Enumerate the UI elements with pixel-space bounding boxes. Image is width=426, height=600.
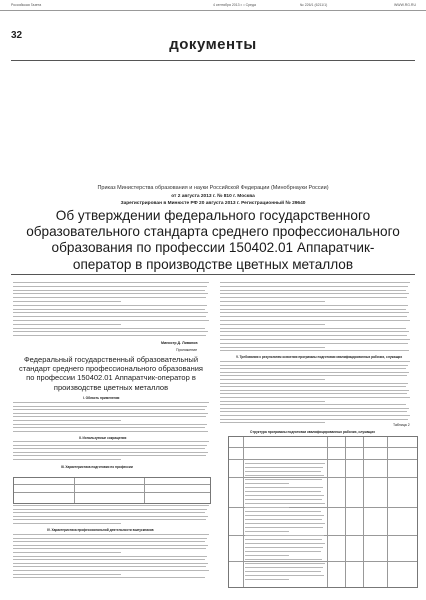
text-line	[220, 372, 409, 373]
text-line	[13, 441, 209, 442]
text-line	[13, 545, 208, 546]
text-line	[220, 361, 410, 362]
text-line	[13, 431, 208, 432]
text-line	[245, 491, 321, 492]
text-line	[220, 379, 325, 380]
order-date: от 2 августа 2013 г. № 810 г. Москва	[171, 194, 255, 199]
masthead-strip	[0, 0, 426, 11]
text-line	[13, 519, 206, 520]
text-line	[245, 487, 323, 488]
text-line	[245, 575, 324, 576]
text-line	[245, 503, 325, 504]
text-line	[13, 282, 209, 283]
text-line	[13, 309, 205, 310]
text-line	[220, 297, 407, 298]
text-line	[220, 383, 408, 384]
text-line	[220, 316, 407, 317]
text-line	[245, 543, 325, 544]
text-line	[220, 368, 406, 369]
text-line	[13, 328, 205, 329]
text-line	[13, 312, 208, 313]
text-line	[13, 459, 121, 460]
text-line	[13, 301, 121, 302]
text-line	[220, 401, 325, 402]
order-header: Приказ Министерства образования и науки Российской Федерации (Минобрнауки России)	[97, 185, 329, 191]
text-line	[245, 467, 323, 468]
text-line	[245, 535, 324, 536]
text-line	[13, 556, 207, 557]
text-line	[245, 479, 322, 480]
text-line	[245, 551, 321, 552]
text-line	[245, 499, 322, 500]
header-divider	[11, 60, 415, 61]
text-line	[220, 324, 325, 325]
text-line	[245, 527, 323, 528]
text-line	[220, 309, 406, 310]
text-line	[13, 413, 208, 414]
text-line	[13, 452, 208, 453]
title-divider	[11, 274, 415, 275]
structure-table	[228, 436, 418, 588]
text-line	[245, 579, 289, 580]
text-line	[220, 343, 408, 344]
text-line	[13, 420, 121, 421]
text-line	[245, 547, 323, 548]
left-column	[11, 279, 211, 585]
text-line	[220, 328, 406, 329]
text-line	[13, 577, 205, 578]
text-line	[220, 339, 410, 340]
text-line	[13, 541, 205, 542]
minister-signature: Министр Д. Ливанов	[161, 341, 198, 345]
text-line	[13, 534, 209, 535]
text-line	[13, 448, 205, 449]
text-line	[245, 559, 322, 560]
text-line	[220, 393, 407, 394]
text-line	[220, 422, 325, 423]
structure-table-title: Структура программы подготовки квалифицированных рабочих, служащих	[250, 430, 376, 434]
text-line	[245, 523, 325, 524]
text-line	[13, 509, 207, 510]
text-line	[220, 415, 410, 416]
text-line	[13, 552, 121, 553]
text-line	[245, 571, 321, 572]
text-line	[13, 455, 206, 456]
text-line	[245, 519, 322, 520]
text-line	[245, 463, 325, 464]
text-line	[245, 483, 289, 484]
text-line	[220, 331, 409, 332]
right-column	[216, 279, 416, 429]
text-line	[220, 301, 325, 302]
text-line	[220, 411, 407, 412]
text-line	[245, 515, 324, 516]
issue-date: 4 сентября 2013 г. • Среда	[213, 3, 256, 7]
text-line	[245, 563, 325, 564]
text-line	[13, 505, 209, 506]
text-line	[13, 427, 205, 428]
section-2-heading: II. Используемые сокращения	[79, 436, 127, 440]
text-line	[220, 320, 410, 321]
table-1	[13, 477, 211, 504]
text-line	[245, 567, 323, 568]
site-name: WWW.RG.RU	[394, 3, 416, 7]
order-registration: Зарегистрирован в Минюсте РФ 20 августа 2013 г. Регистрационный № 29640	[120, 201, 306, 206]
text-line	[220, 386, 406, 387]
text-line	[13, 335, 206, 336]
text-line	[13, 409, 205, 410]
standard-title: Федеральный государственный образовательный стандарт среднего профессионального образования по профессии 150402.01 Аппаратчик-оператор в производстве цветных металлов	[19, 355, 203, 392]
order-title: Об утверждении федерального государственного образовательного стандарта среднего профессионального образования по профессии 150402.01 Аппаратчик-оператор в производстве цветных металлов	[26, 208, 400, 272]
text-line	[13, 566, 206, 567]
text-line	[245, 531, 289, 532]
text-line	[13, 406, 207, 407]
text-line	[13, 402, 209, 403]
issue-number: № 226/1 (6211/1)	[300, 3, 328, 7]
text-line	[220, 397, 410, 398]
text-line	[220, 365, 408, 366]
text-line	[220, 419, 408, 420]
text-line	[245, 539, 322, 540]
section-5-heading: V. Требования к результатам освоения программы подготовки квалифицированных рабочих, служащих	[236, 355, 403, 359]
text-line	[13, 424, 207, 425]
text-line	[13, 445, 207, 446]
text-line	[13, 293, 208, 294]
text-line	[220, 350, 409, 351]
text-line	[220, 286, 408, 287]
text-line	[13, 516, 208, 517]
section-3-heading: III. Характеристика подготовки по профессии	[61, 465, 133, 469]
text-line	[220, 375, 407, 376]
text-line	[13, 416, 206, 417]
page-number: 32	[11, 30, 23, 41]
text-line	[13, 316, 206, 317]
text-line	[13, 538, 207, 539]
text-line	[13, 320, 209, 321]
text-line	[220, 293, 409, 294]
table-caption: Таблица 2	[393, 423, 410, 427]
text-line	[13, 559, 205, 560]
text-line	[13, 548, 206, 549]
text-line	[13, 286, 207, 287]
text-line	[13, 324, 121, 325]
text-line	[220, 282, 410, 283]
text-line	[220, 390, 409, 391]
text-line	[13, 305, 207, 306]
text-line	[220, 312, 409, 313]
text-line	[245, 471, 321, 472]
text-line	[245, 507, 289, 508]
text-line	[13, 297, 206, 298]
newspaper-name: Российская Газета	[11, 3, 42, 7]
text-line	[220, 404, 406, 405]
text-line	[220, 335, 407, 336]
text-line	[220, 290, 406, 291]
text-line	[245, 511, 321, 512]
text-line	[13, 290, 205, 291]
text-line	[245, 555, 289, 556]
text-line	[13, 563, 208, 564]
section-4-heading: IV. Характеристика профессиональной деятельности выпускников	[47, 528, 154, 532]
text-line	[13, 512, 205, 513]
text-line	[13, 331, 208, 332]
text-line	[220, 305, 408, 306]
text-line	[220, 347, 325, 348]
section-title: документы	[169, 36, 257, 53]
text-line	[245, 475, 324, 476]
text-line	[13, 570, 209, 571]
text-line	[220, 408, 409, 409]
text-line	[13, 523, 121, 524]
text-line	[245, 495, 324, 496]
section-1-heading: I. Область применения	[83, 396, 120, 400]
appendix-label: Приложение	[176, 348, 198, 352]
text-line	[13, 574, 121, 575]
